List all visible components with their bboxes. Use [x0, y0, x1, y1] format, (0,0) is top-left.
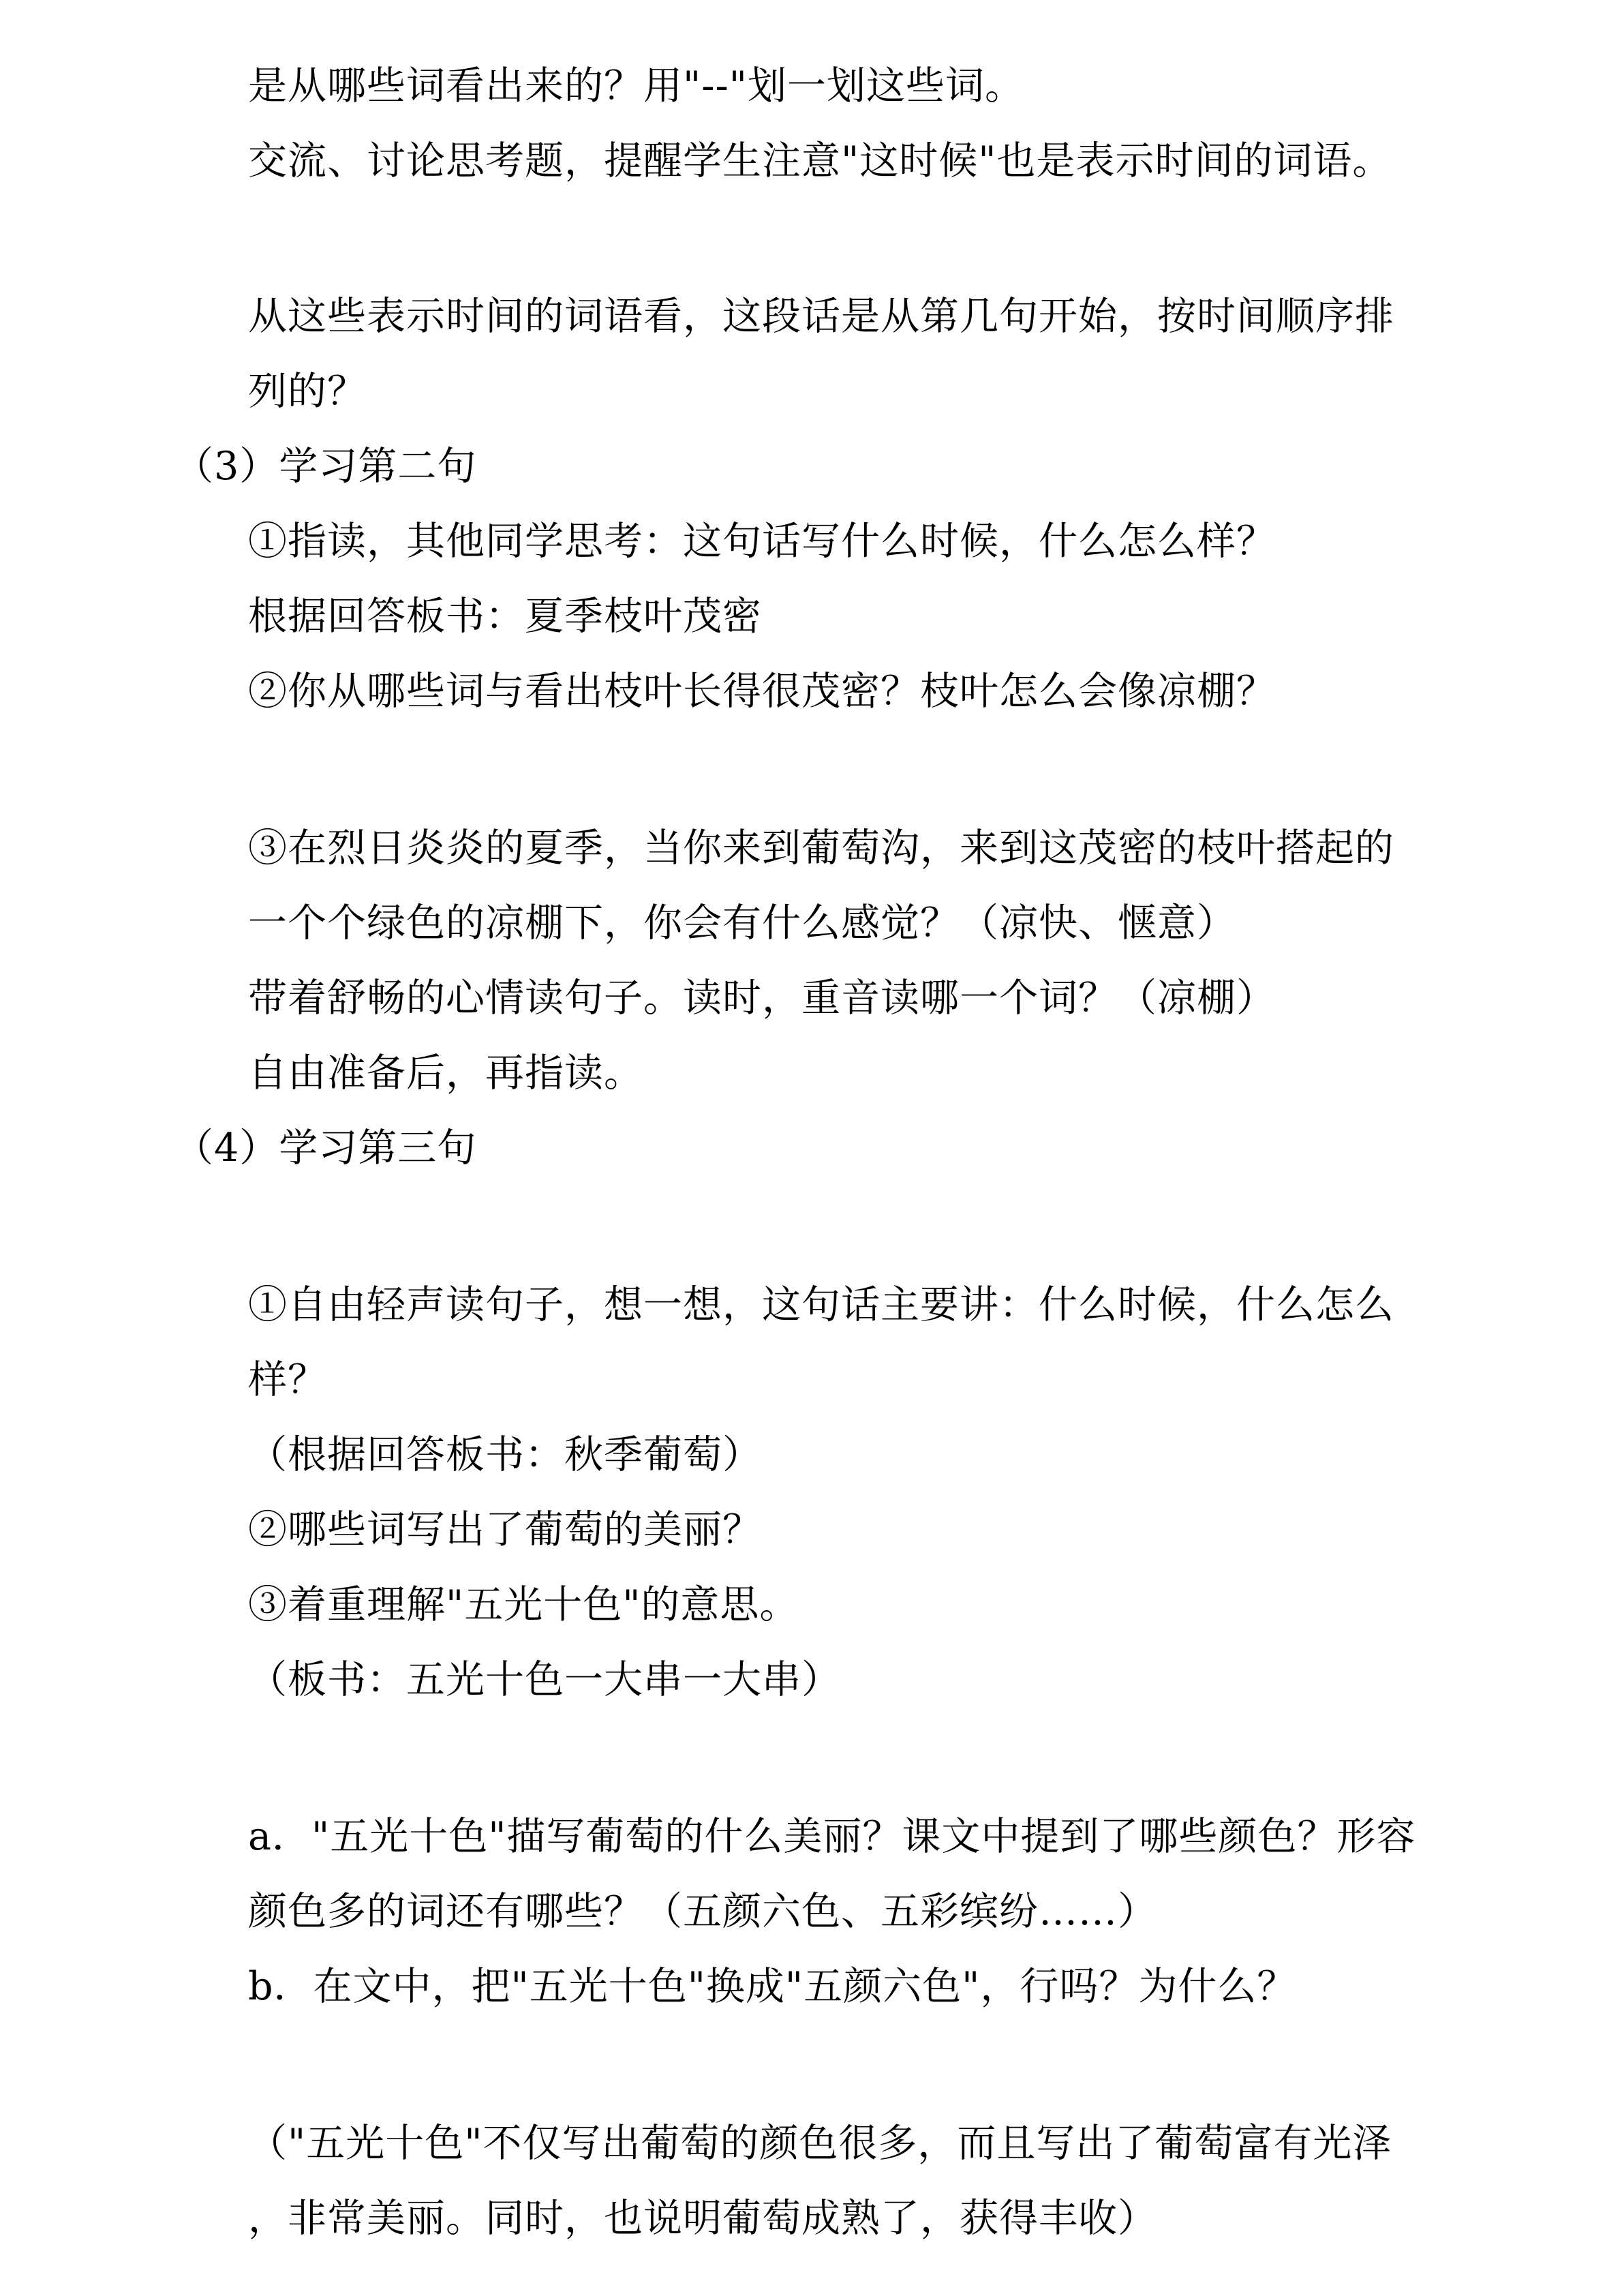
text-line: ②你从哪些词与看出枝叶长得很茂密？枝叶怎么会像凉棚？: [248, 669, 1276, 714]
text-line: 是从哪些词看出来的？用"--"划一划这些词。: [248, 63, 1024, 108]
text-line: 自由准备后，再指读。: [248, 1051, 643, 1096]
text-line: 列的？: [248, 369, 367, 414]
text-line: ②哪些词写出了葡萄的美丽？: [248, 1507, 762, 1552]
text-line: 一个个绿色的凉棚下，你会有什么感觉？（凉快、惬意）: [248, 901, 1236, 946]
text-line: （"五光十色"不仅写出葡萄的颜色很多，而且写出了葡萄富有光泽: [248, 2121, 1392, 2166]
section-heading: （4）学习第三句: [174, 1126, 477, 1170]
text-line: ①自由轻声读句子，想一想，这句话主要讲：什么时候，什么怎么: [248, 1282, 1394, 1327]
text-line: a．"五光十色"描写葡萄的什么美丽？课文中提到了哪些颜色？形容: [248, 1814, 1416, 1859]
text-line: 根据回答板书：夏季枝叶茂密: [248, 594, 762, 639]
text-line: 从这些表示时间的词语看，这段话是从第几句开始，按时间顺序排: [248, 294, 1394, 339]
text-line: 样？: [248, 1357, 327, 1402]
text-line: b．在文中，把"五光十色"换成"五颜六色"，行吗？为什么？: [248, 1964, 1297, 2009]
text-line: 交流、讨论思考题，提醒学生注意"这时候"也是表示时间的词语。: [248, 138, 1392, 183]
text-line: ③在烈日炎炎的夏季，当你来到葡萄沟，来到这茂密的枝叶搭起的: [248, 826, 1394, 871]
text-line: 颜色多的词还有哪些？（五颜六色、五彩缤纷……）: [248, 1889, 1157, 1934]
section-heading: （3）学习第二句: [174, 444, 477, 489]
text-line: （板书：五光十色一大串一大串）: [248, 1657, 841, 1702]
text-line: ①指读，其他同学思考：这句话写什么时候，什么怎么样？: [248, 519, 1276, 564]
text-line: ，非常美丽。同时，也说明葡萄成熟了，获得丰收）: [248, 2196, 1157, 2241]
text-line: （根据回答板书：秋季葡萄）: [248, 1432, 762, 1477]
text-line: 带着舒畅的心情读句子。读时，重音读哪一个词？（凉棚）: [248, 976, 1276, 1021]
text-line: ③着重理解"五光十色"的意思。: [248, 1582, 799, 1627]
